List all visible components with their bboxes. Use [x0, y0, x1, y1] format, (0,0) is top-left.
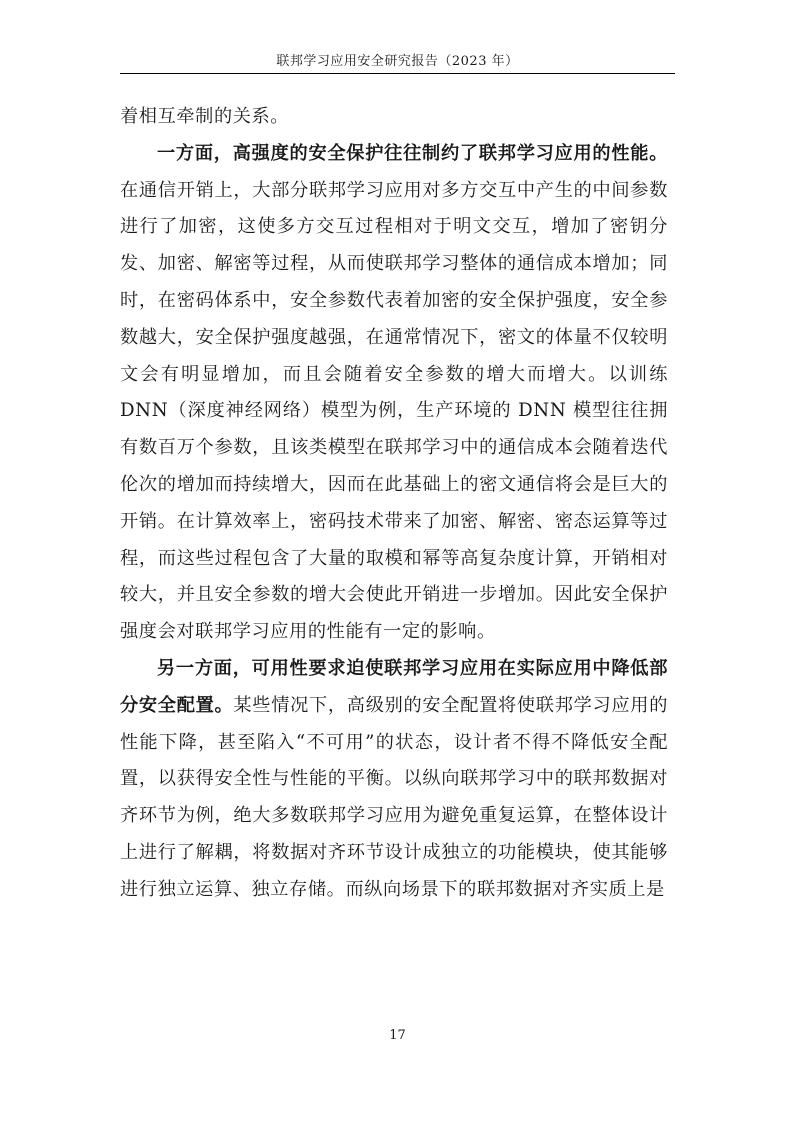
paragraph-text: 着相互牵制的关系。: [120, 106, 290, 127]
paragraph-lead-sentence: 另一方面，可用性要求迫使联邦学习应用在实际应用中降低部分安全配置。: [120, 657, 668, 716]
running-header: 联邦学习应用安全研究报告（2023 年）: [276, 54, 519, 69]
paragraph-lead-sentence: 一方面，高强度的安全保护往往制约了联邦学习应用的性能。: [157, 142, 668, 164]
paragraph-usability: [120, 651, 668, 909]
body-text: [120, 99, 668, 909]
page-number: 17: [389, 1028, 406, 1043]
paragraph-text: 某些情况下，高级别的安全配置将使联邦学习应用的性能下降，甚至陷入“不可用”的状态，设计者不得不降低安全配置，以获得安全性与性能的平衡。以纵向联邦学习中的联邦数据对齐环节为例，绝大多数联邦学习应用为避免重复运算，在整体设计上进行了解耦，将数据对齐环节设计成独立的功能模块，使其能够进行独立运算、独立存储。而纵向场景下的联邦数据对齐实质上是: [120, 694, 668, 900]
header-divider: [120, 73, 675, 74]
paragraph-text: 在通信开销上，大部分联邦学习应用对多方交互中产生的中间参数进行了加密，这使多方交互过程相对于明文交互，增加了密钥分发、加密、解密等过程，从而使联邦学习整体的通信成本增加；同时，在密码体系中，安全参数代表着加密的安全保护强度，安全参数越大，安全保护强度越强，在通常情况下，密文的体量不仅较明文会有明显增加，而且会随着安全参数的增大而增大。以训练 DNN（深度神经网络）模型为例，生产环境的 DNN 模型往往拥有数百万个参数，且该类模型在联邦学习中的通信成本会随着迭代伦次的增加而持续增大，因而在此基础上的密文通信将会是巨大的开销。在计算效率上，密码技术带来了加密、解密、密态运算等过程，而这些过程包含了大量的取模和幂等高复杂度计算，开销相对较大，并且安全参数的增大会使此开销进一步增加。因此安全保护强度会对联邦学习应用的性能有一定的影响。: [120, 179, 668, 643]
paragraph-performance: [120, 136, 668, 651]
paragraph-continuation: [120, 99, 668, 136]
